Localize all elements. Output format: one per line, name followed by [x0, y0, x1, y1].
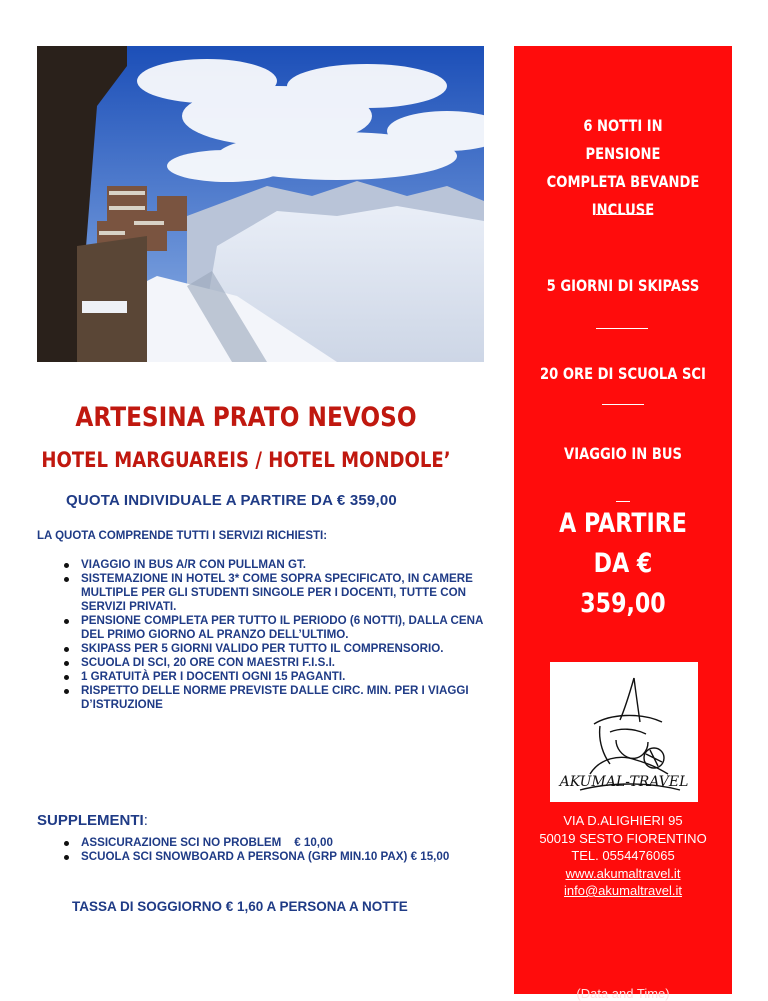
list-item: 1 GRATUITÀ PER I DOCENTI OGNI 15 PAGANTI.: [64, 670, 484, 684]
offer-panel: [514, 46, 732, 1001]
supplements-heading: SUPPLEMENTI:: [37, 812, 148, 829]
address-city: 50019 SESTO FIORENTINO: [539, 830, 707, 846]
list-item: SCUOLA SCI SNOWBOARD A PERSONA (GRP MIN.10 PAX) € 15,00: [64, 850, 484, 864]
supplements-list: [64, 836, 484, 864]
divider: [616, 501, 630, 502]
divider: [596, 214, 648, 215]
includes-heading: LA QUOTA COMPRENDE TUTTI I SERVIZI RICHIESTI:: [37, 530, 328, 542]
website-link[interactable]: www.akumaltravel.it: [565, 865, 681, 881]
date-time-placeholder: (Data and Time): [576, 986, 670, 1001]
price-text: A PARTIRE DA € 359,00: [559, 508, 687, 619]
list-item: SKIPASS PER 5 GIORNI VALIDO PER TUTTO IL COMPRENSORIO.: [64, 642, 484, 656]
logo-text: AKUMAL-TRAVEL: [559, 774, 689, 790]
divider: [602, 404, 644, 405]
address-phone: TEL. 0554476065: [571, 848, 675, 863]
quota-line: QUOTA INDIVIDUALE A PARTIRE DA € 359,00: [66, 492, 397, 509]
list-item: ASSICURAZIONE SCI NO PROBLEM € 10,00: [64, 836, 484, 850]
akumal-travel-logo: [550, 662, 698, 802]
ski-school-text: 20 ORE DI SCUOLA SCI: [540, 364, 706, 383]
address-street: VIA D.ALIGHIERI 95: [563, 813, 683, 828]
resort-photo: [37, 46, 484, 362]
tourist-tax: TASSA DI SOGGIORNO € 1,60 A PERSONA A NOTTE: [72, 899, 408, 914]
list-item: SCUOLA DI SCI, 20 ORE CON MAESTRI F.I.S.I.: [64, 656, 484, 670]
bus-text: VIAGGIO IN BUS: [564, 444, 682, 463]
list-item: RISPETTO DELLE NORME PREVISTE DALLE CIRC. MIN. PER I VIAGGI D’ISTRUZIONE: [64, 684, 484, 712]
skipass-text: 5 GIORNI DI SKIPASS: [546, 276, 700, 295]
address-block: [514, 812, 732, 900]
nights-text: 6 NOTTI IN PENSIONE COMPLETA BEVANDE INCLUSE: [546, 116, 700, 219]
divider: [596, 328, 648, 329]
includes-list: [64, 558, 484, 712]
list-item: SISTEMAZIONE IN HOTEL 3* COME SOPRA SPECIFICATO, IN CAMERE MULTIPLE PER GLI STUDENTI SINGOLE PER I DOCENTI, TUTTE CON SERVIZI PRIVATI.: [64, 572, 484, 614]
list-item: PENSIONE COMPLETA PER TUTTO IL PERIODO (6 NOTTI), DALLA CENA DEL PRIMO GIORNO AL PRANZO DELL’ULTIMO.: [64, 614, 484, 642]
hotel-subtitle: HOTEL MARGUAREIS / HOTEL MONDOLE’: [41, 448, 451, 472]
list-item: VIAGGIO IN BUS A/R CON PULLMAN GT.: [64, 558, 484, 572]
page-title: ARTESINA PRATO NEVOSO: [75, 402, 417, 433]
email-link[interactable]: info@akumaltravel.it: [564, 883, 682, 898]
